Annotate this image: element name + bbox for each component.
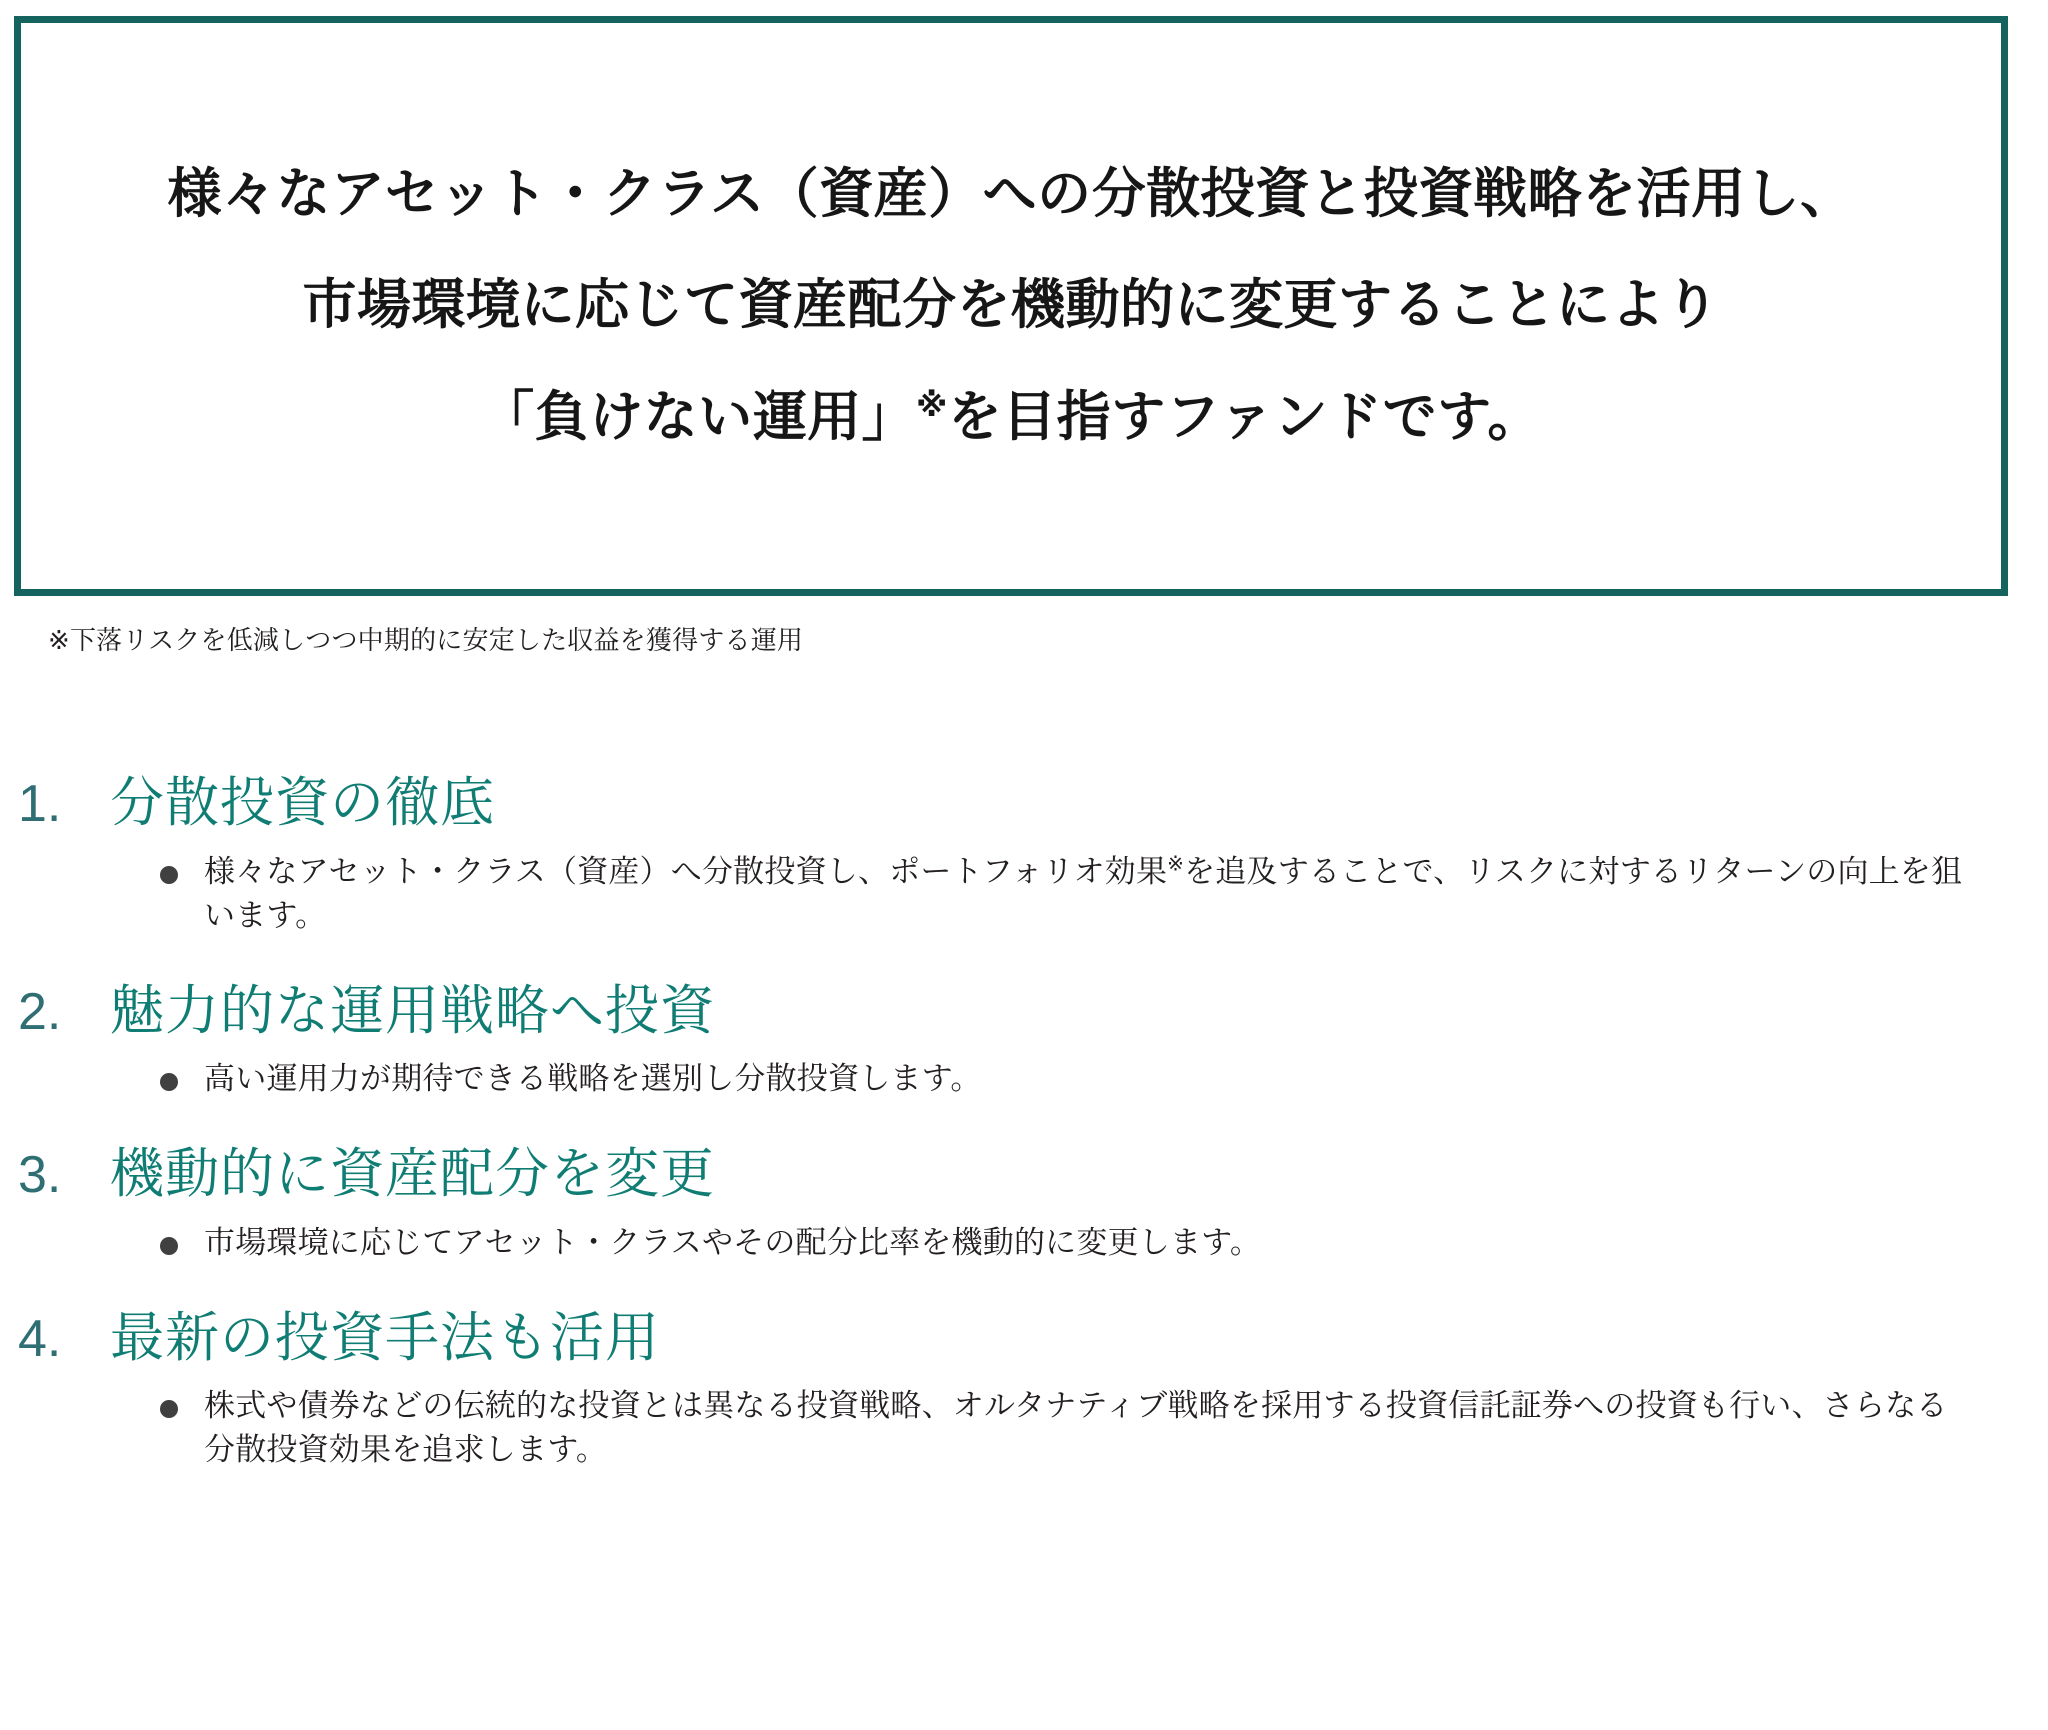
feature-item-2-head [0,978,2048,1046]
bullet-dot-icon [160,1400,178,1418]
feature-item-2-bullets [0,1057,2048,1101]
list-item [0,1384,2048,1472]
bullet-text-suffix: を追及することで、リスクに対するリターンの向上を狙います。 [204,853,1963,933]
feature-item-4-bullets [0,1384,2048,1472]
feature-item-1-bullet-1-text [204,850,1964,938]
feature-item-4-number: 4. [18,1309,62,1368]
feature-item-2-title: 魅力的な運用戦略へ投資 [110,980,715,1041]
feature-item-3-number: 3. [18,1146,62,1205]
list-item [0,1221,2048,1265]
feature-list [0,770,2048,1476]
bullet-text-prefix: 高い運用力が期待できる戦略を選別し分散投資します。 [204,1061,982,1097]
feature-item-3 [0,1141,2048,1265]
feature-item-2-number: 2. [18,982,62,1041]
feature-item-4 [0,1305,2048,1473]
bullet-dot-icon [160,1073,178,1091]
feature-item-1-bullets [0,850,2048,938]
hero-line-3-prefix: 「負けない運用」 [480,386,917,447]
bullet-text-prefix: 市場環境に応じてアセット・クラスやその配分比率を機動的に変更します。 [204,1224,1262,1260]
feature-item-3-head [0,1141,2048,1209]
bullet-text-prefix: 様々なアセット・クラス（資産）へ分散投資し、ポートフォリオ効果 [204,853,1168,889]
feature-item-1-title: 分散投資の徹底 [110,773,495,833]
bullet-text-prefix: 株式や債券などの伝統的な投資とは異なる投資戦略、オルタナティブ戦略を採用する投資信託証券への投資も行い、さらなる分散投資効果を追求します。 [204,1388,1948,1468]
feature-item-3-bullets [0,1221,2048,1265]
hero-line-3 [480,362,1542,473]
bullet-dot-icon [160,866,178,884]
hero-statement-box [14,16,2008,596]
bullet-dot-icon [160,1237,178,1255]
list-item [0,1057,2048,1101]
feature-item-3-title: 機動的に資産配分を変更 [110,1144,715,1205]
bullet-footnote-mark: ※ [1167,853,1185,876]
feature-item-4-head [0,1305,2048,1373]
feature-item-2 [0,978,2048,1102]
hero-line-3-suffix: を目指すファンドです。 [947,386,1542,447]
hero-line-3-footnote-mark: ※ [916,386,948,423]
feature-item-1 [0,770,2048,938]
hero-line-1: 様々なアセット・クラス（資産）への分散投資と投資戦略を活用し、 [167,163,1855,224]
feature-item-1-number: 1. [18,775,62,833]
feature-item-4-title: 最新の投資手法も活用 [110,1307,660,1368]
feature-item-4-bullet-1-text [204,1384,1964,1472]
hero-footnote: ※下落リスクを低減しつつ中期的に安定した収益を獲得する運用 [48,625,804,655]
feature-item-3-bullet-1-text [204,1221,1261,1265]
hero-line-2: 市場環境に応じて資産配分を機動的に変更することにより [302,275,1720,336]
list-item [0,850,2048,938]
feature-item-2-bullet-1-text [204,1057,982,1101]
feature-item-1-head [0,770,2048,838]
